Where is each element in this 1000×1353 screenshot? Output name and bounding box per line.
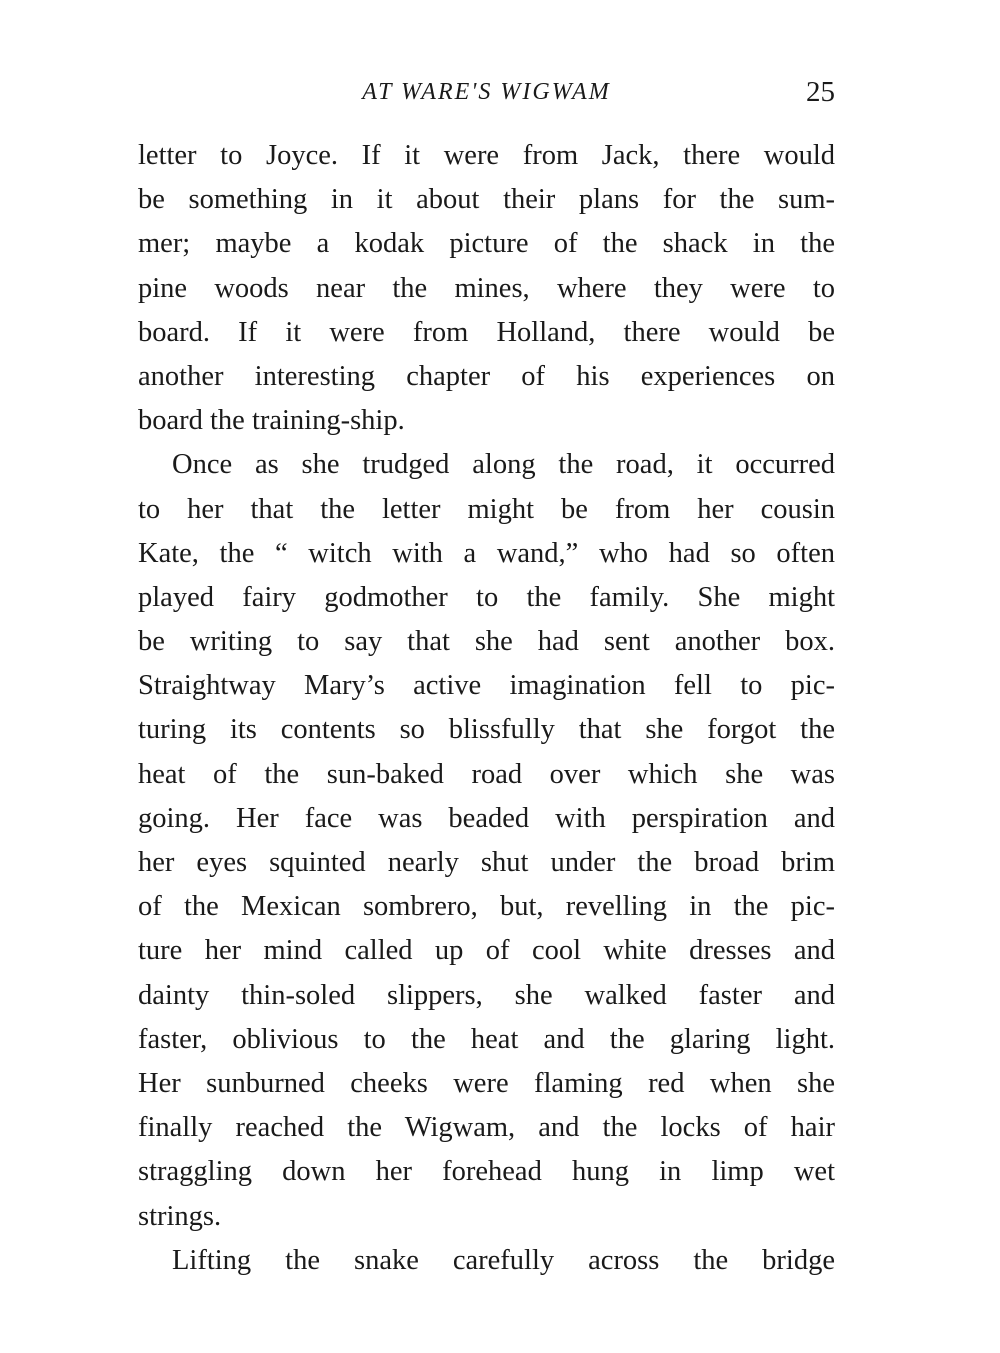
running-head xyxy=(138,72,835,112)
text-line: board the training-ship. xyxy=(138,405,405,437)
text-line: strings. xyxy=(138,1200,222,1232)
text-line: board. If it were from Holland, there would be xyxy=(138,316,835,348)
text-line: to her that the letter might be from her cousin xyxy=(138,493,835,525)
text-line: her eyes squinted nearly shut under the broad brim xyxy=(138,847,835,878)
text-line: be writing to say that she had sent another box. xyxy=(138,626,835,658)
text-line: faster, oblivious to the heat and the glaring light. xyxy=(138,1023,835,1055)
text-line: Straightway Mary’s active imagination fell to pic- xyxy=(138,670,835,702)
text-line: Kate, the “ witch with a wand,” who had so often xyxy=(138,537,835,569)
page-number: 25 xyxy=(806,76,835,108)
text-line: heat of the sun-baked road over which she was xyxy=(138,758,835,790)
text-line: Her sunburned cheeks were flaming red when she xyxy=(138,1067,835,1099)
text-line: played fairy godmother to the family. She might xyxy=(138,581,835,613)
text-line: Lifting the snake carefully across the bridge xyxy=(172,1244,835,1276)
text-line: ture her mind called up of cool white dresses and xyxy=(138,935,835,967)
text-line: dainty thin-soled slippers, she walked faster and xyxy=(138,979,835,1011)
paragraph-2 xyxy=(138,443,835,1238)
text-line: of the Mexican sombrero, but, revelling in the pic- xyxy=(138,891,835,923)
text-line: straggling down her forehead hung in limp wet xyxy=(138,1156,835,1188)
text-line: finally reached the Wigwam, and the locks of hair xyxy=(138,1112,835,1144)
paragraph-1 xyxy=(138,134,835,443)
paragraph-3 xyxy=(138,1239,835,1283)
text-line: be something in it about their plans for the sum- xyxy=(138,184,835,216)
running-title: AT WARE'S WIGWAM xyxy=(362,79,611,105)
body-text xyxy=(138,134,835,1283)
text-line: letter to Joyce. If it were from Jack, there would xyxy=(138,140,835,171)
text-line: going. Her face was beaded with perspiration and xyxy=(138,802,835,834)
text-line: mer; maybe a kodak picture of the shack in the xyxy=(138,228,835,260)
text-line: Once as she trudged along the road, it occurred xyxy=(172,449,835,481)
text-line: another interesting chapter of his experiences on xyxy=(138,360,835,392)
text-line: turing its contents so blissfully that she forgot the xyxy=(138,714,835,746)
text-line: pine woods near the mines, where they were to xyxy=(138,272,835,304)
